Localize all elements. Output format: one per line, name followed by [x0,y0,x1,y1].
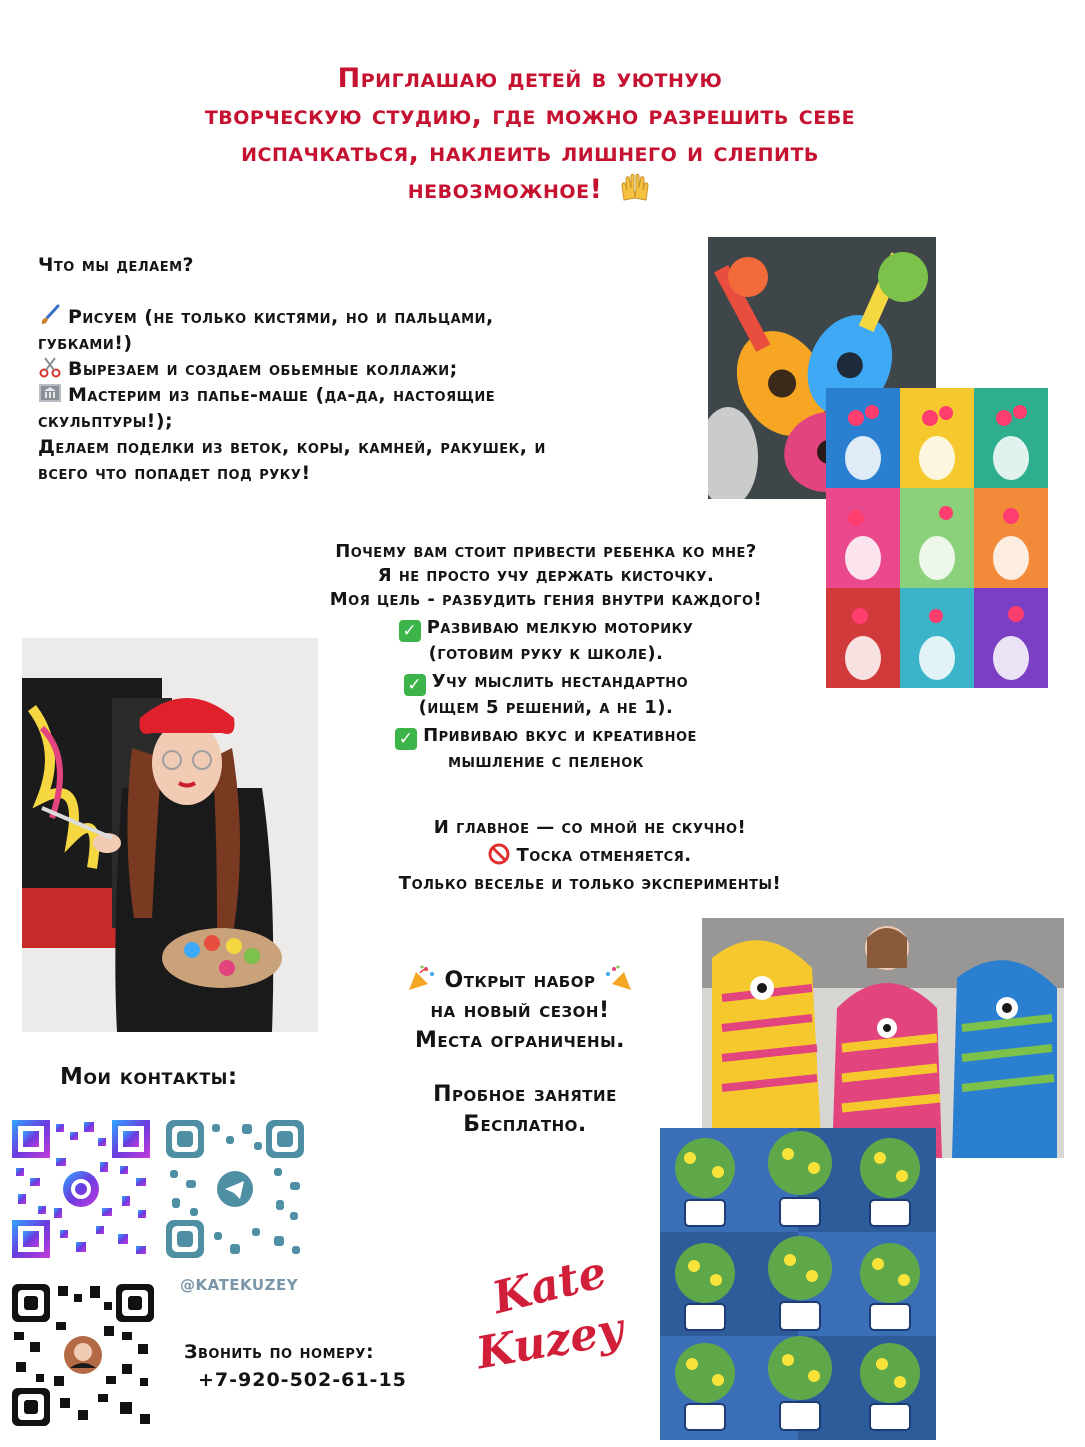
check-mark-icon: ✓ [399,620,421,642]
statue-icon [38,382,62,404]
headline [120,60,940,208]
check-mark-icon: ✓ [395,728,417,750]
why-line-1: Почему вам стоит привести ребенка ко мне? [335,541,757,562]
enrollment-line-2: на новый сезон! [430,998,610,1023]
raised-hands-icon [618,172,652,202]
telegram-qr-code[interactable] [164,1118,306,1260]
party-popper-icon [406,964,436,992]
headline-line-3: испачкаться, наклеить лишнего и слепить [241,137,819,168]
flower-vases-artwork-photo [826,388,1048,688]
scissors-icon [38,356,62,378]
logo-line-2: Kuzey [472,1303,628,1380]
enrollment-line-1 [340,964,700,996]
headline-line-4 [120,171,940,208]
headline-line-1: Приглашаю детей в уютную [337,63,723,94]
headline-line-2: творческую студию, где можно разрешить себе [204,100,856,131]
phone-number[interactable]: +7-920-502-61-15 [198,1369,407,1391]
contacts-heading: Мои контакты: [60,1064,238,1090]
teacher-portrait-photo [22,638,318,1032]
instagram-handle[interactable]: @KATEKUZEY [180,1276,299,1294]
benefit-text: Развиваю мелкую моторику [426,617,694,638]
main-line-3: Только веселье и только эксперименты! [398,873,782,894]
benefit-text: Учу мыслить нестандартно [431,671,689,692]
list-item-cont: всего что попадет под руку! [38,462,311,484]
trial-line-1: Пробное занятие [433,1082,617,1107]
list-item-text: Мастерим из папье-маше (да-да, настоящие [68,384,496,406]
headline-line-4-text: невозможное! [407,174,603,205]
prohibited-icon [488,843,510,865]
party-popper-icon [604,964,634,992]
parrots-artwork-photo [702,918,1064,1158]
list-item [38,304,698,330]
check-mark-icon: ✓ [404,674,426,696]
list-item-text: Рисуем (не только кистями, но и пальцами, [68,306,494,328]
kate-kuzey-logo [470,1246,628,1402]
benefit-item [256,616,836,642]
benefit-cont: (ищем 5 решений, а не 1). [418,697,674,718]
list-item: Делаем поделки из веток, коры, камней, ракушек, и [38,436,546,458]
profile-qr-code[interactable] [10,1282,156,1428]
main-message [290,814,890,898]
benefit-text: Прививаю вкус и креативное [423,725,697,746]
main-line-2 [290,842,890,870]
main-line-2-text: Тоска отменяется. [516,845,692,866]
what-we-do-heading: Что мы делаем? [38,254,195,276]
trial-line-2: Бесплатно. [463,1112,587,1137]
lemon-trees-artwork-photo [660,1128,936,1440]
benefit-cont: мышление с пеленок [448,751,644,772]
max-messenger-qr-code[interactable] [10,1118,152,1260]
benefit-item [256,724,836,750]
enrollment-line-3: Места ограничены. [415,1028,625,1053]
why-line-2: Я не просто учу держать кисточку. [377,565,715,586]
paintbrush-icon [38,304,62,326]
list-item-text: Вырезаем и создаем обьемные коллажи; [68,358,458,380]
why-section [256,540,836,774]
call-label: Звонить по номеру: [184,1341,375,1363]
list-item [38,382,698,408]
what-we-do-section [38,252,698,486]
logo-line-1: Kate [487,1246,612,1325]
enrollment-text: Открыт набор [444,968,596,993]
list-item-cont: скульптуры!); [38,410,174,432]
why-line-3: Моя цель - разбудить гения внутри каждого! [329,589,763,610]
benefit-item [256,670,836,696]
enrollment-announcement [340,964,700,1056]
trial-lesson-note [360,1080,690,1140]
call-section [184,1338,407,1394]
list-item-cont: губками!) [38,332,133,354]
benefit-cont: (готовим руку к школе). [428,643,664,664]
main-line-1: И главное — со мной не скучно! [433,817,747,838]
list-item [38,356,698,382]
